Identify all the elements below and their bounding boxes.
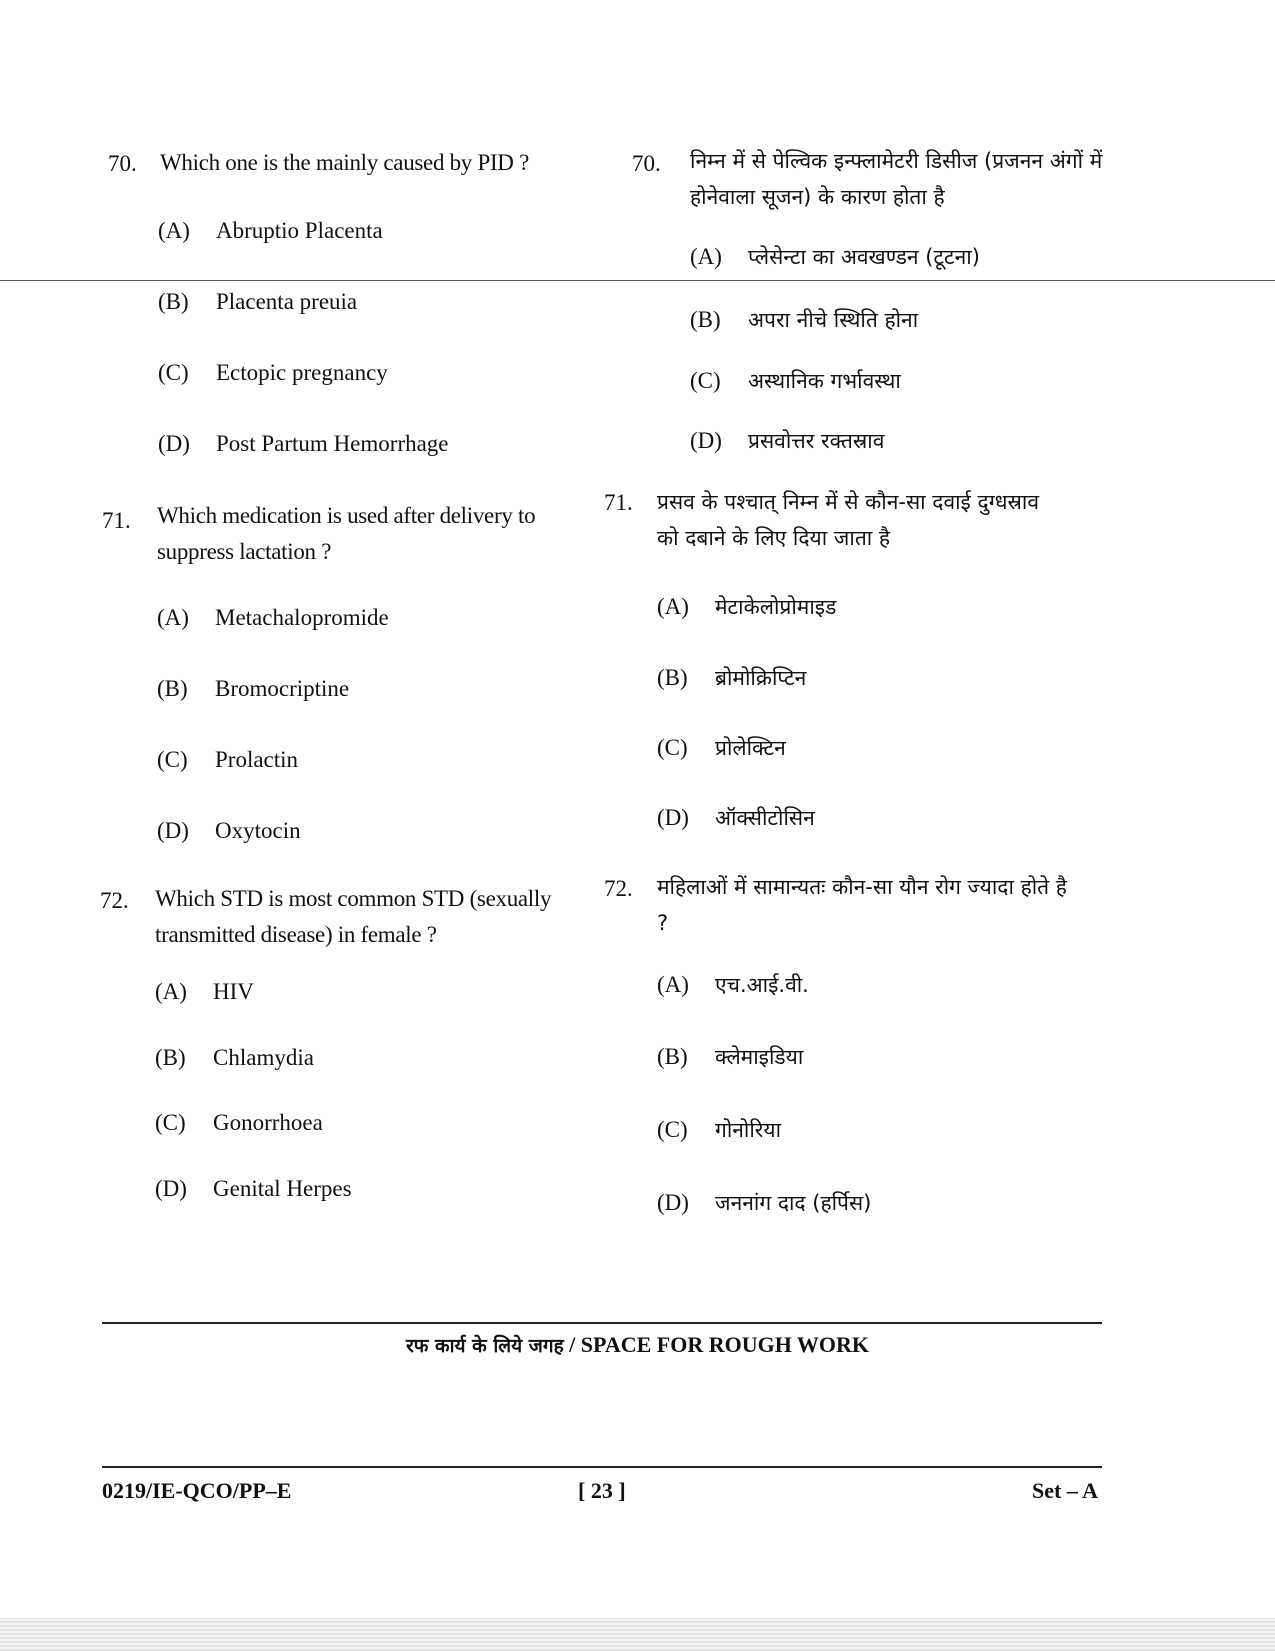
option-item: (B) क्लेमाइडिया: [657, 1044, 804, 1069]
option-item: (B) Chlamydia: [155, 1045, 314, 1070]
option-item: (D) जननांग दाद (हर्पिस): [657, 1190, 872, 1215]
paper-code: 0219/IE-QCO/PP–E: [102, 1478, 292, 1503]
option-item: (C) Gonorrhoea: [155, 1110, 323, 1135]
option-item: (C) अस्थानिक गर्भावस्था: [690, 368, 901, 393]
question-text: निम्न में से पेल्विक इन्फ्लामेटरी डिसीज (प्रजनन अंगों में होनेवाला सूजन) के कारण होता है: [690, 149, 1103, 209]
option-item: (D) Genital Herpes: [155, 1176, 352, 1201]
question-number: 72.: [100, 888, 129, 913]
question-number: 71.: [604, 490, 633, 515]
question-text: Which one is the mainly caused by PID ?: [160, 150, 529, 175]
option-item: (D) Oxytocin: [157, 818, 301, 843]
question-text: Which STD is most common STD (sexually transmitted disease) in female ?: [155, 886, 552, 947]
question-number: 71.: [102, 508, 131, 533]
option-item: (D) Post Partum Hemorrhage: [158, 431, 449, 456]
option-item: (C) गोनोरिया: [657, 1117, 782, 1142]
set-label: Set – A: [1032, 1478, 1098, 1503]
option-item: (A) HIV: [155, 979, 254, 1004]
option-item: (C) Prolactin: [157, 747, 299, 772]
option-item: (B) Bromocriptine: [157, 676, 350, 701]
rough-work-divider: [102, 1322, 1102, 1324]
option-item: (A) Metachalopromide: [157, 605, 389, 630]
question-number: 70.: [632, 151, 661, 176]
rough-work-heading: रफ कार्य के लिये जगह / SPACE FOR ROUGH WORK: [405, 1332, 870, 1357]
footer-divider: [102, 1466, 1102, 1468]
question-number: 72.: [604, 876, 633, 901]
scan-line: [0, 280, 1275, 281]
option-item: (D) प्रसवोत्तर रक्तस्राव: [690, 428, 885, 453]
option-item: (B) अपरा नीचे स्थिति होना: [690, 307, 919, 332]
option-item: (B) ब्रोमोक्रिप्टिन: [657, 665, 807, 690]
question-number: 70.: [108, 151, 137, 176]
option-item: (C) Ectopic pregnancy: [158, 360, 388, 385]
scan-edge: [0, 1618, 1275, 1651]
option-item: (A) प्लेसेन्टा का अवखण्डन (टूटना): [690, 244, 980, 269]
option-item: (A) मेटाकेलोप्रोमाइड: [657, 594, 837, 619]
question-text: प्रसव के पश्चात् निम्न में से कौन-सा दवाई दुग्धस्राव को दबाने के लिए दिया जाता है: [657, 490, 1040, 550]
option-item: (B) Placenta preuia: [158, 289, 358, 314]
question-text: Which medication is used after delivery to suppress lactation ?: [157, 503, 536, 564]
question-text: महिलाओं में सामान्यतः कौन-सा यौन रोग ज्यादा होते है ?: [657, 875, 1067, 935]
option-item: (A) Abruptio Placenta: [158, 218, 383, 243]
option-item: (D) ऑक्सीटोसिन: [657, 805, 815, 830]
option-item: (C) प्रोलेक्टिन: [657, 735, 786, 760]
option-item: (A) एच.आई.वी.: [657, 972, 809, 997]
page-number: [ 23 ]: [578, 1478, 626, 1503]
